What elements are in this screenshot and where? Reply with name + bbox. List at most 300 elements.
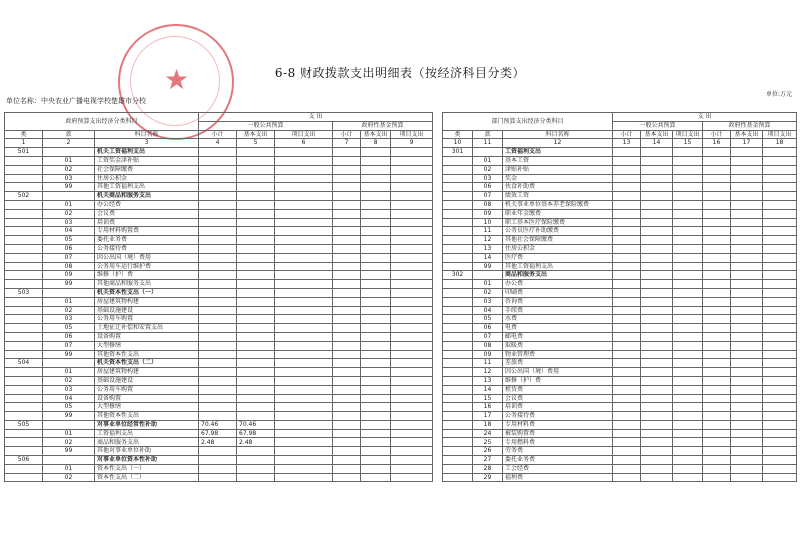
value-cell: [703, 350, 731, 359]
basic-value: [237, 403, 275, 412]
fund-project-value: [391, 412, 433, 421]
category-code: 503: [5, 288, 43, 297]
value-cell: [641, 447, 673, 456]
subtotal-value: [199, 218, 237, 227]
subtotal-value: [199, 350, 237, 359]
subject-name: 公务接待费: [503, 412, 613, 421]
value-cell: [763, 385, 797, 394]
value-cell: [673, 200, 703, 209]
category-code: [443, 192, 473, 201]
value-cell: [613, 271, 641, 280]
project-value: [275, 473, 333, 482]
subject-name: 住房公积金: [95, 174, 199, 183]
value-cell: [763, 368, 797, 377]
value-cell: [613, 473, 641, 482]
value-cell: [613, 438, 641, 447]
table-row: [443, 271, 797, 280]
subtotal-value: [199, 156, 237, 165]
basic-value: [237, 262, 275, 271]
value-cell: [763, 262, 797, 271]
item-code: 07: [473, 332, 503, 341]
value-cell: [763, 341, 797, 350]
subject-name: 工资奖金津补贴: [95, 156, 199, 165]
item-code: 28: [473, 464, 503, 473]
value-cell: [731, 447, 763, 456]
table-row: [5, 403, 433, 412]
subject-name: 办公经费: [95, 200, 199, 209]
value-cell: [731, 280, 763, 289]
table-row: [443, 165, 797, 174]
fund-subtotal-value: [333, 368, 361, 377]
value-cell: [731, 148, 763, 157]
category-code: [443, 332, 473, 341]
value-cell: [703, 341, 731, 350]
header-cat: 类: [443, 130, 473, 139]
category-code: [5, 447, 43, 456]
table-row: [443, 473, 797, 482]
subject-name: 取暖费: [503, 341, 613, 350]
category-code: [443, 253, 473, 262]
subject-name: 职业年金缴费: [503, 209, 613, 218]
item-code: 99: [43, 412, 95, 421]
value-cell: [641, 209, 673, 218]
category-code: [5, 376, 43, 385]
value-cell: [731, 464, 763, 473]
fund-subtotal-value: [333, 236, 361, 245]
value-cell: [641, 438, 673, 447]
subtotal-value: [199, 200, 237, 209]
project-value: [275, 429, 333, 438]
basic-value: [237, 280, 275, 289]
category-code: [5, 262, 43, 271]
item-code: 27: [473, 456, 503, 465]
table-row: [5, 376, 433, 385]
table-row: [5, 438, 433, 447]
value-cell: [731, 271, 763, 280]
basic-value: [237, 385, 275, 394]
value-cell: [763, 183, 797, 192]
project-value: [275, 148, 333, 157]
subject-name: 其他工资福利支出: [503, 262, 613, 271]
basic-value: [237, 288, 275, 297]
fund-subtotal-value: [333, 148, 361, 157]
fund-project-value: [391, 288, 433, 297]
value-cell: [641, 456, 673, 465]
value-cell: [641, 227, 673, 236]
table-row: [443, 306, 797, 315]
value-cell: [613, 192, 641, 201]
project-value: [275, 403, 333, 412]
value-cell: [703, 447, 731, 456]
header-basic: 基本支出: [731, 130, 763, 139]
fund-project-value: [391, 209, 433, 218]
item-code: 02: [43, 209, 95, 218]
value-cell: [763, 473, 797, 482]
value-cell: [641, 288, 673, 297]
item-code: [43, 192, 95, 201]
value-cell: [731, 297, 763, 306]
fund-basic-value: [361, 288, 391, 297]
item-code: 13: [473, 376, 503, 385]
table-row: [5, 332, 433, 341]
subject-name: 基本工资: [503, 156, 613, 165]
fund-basic-value: [361, 473, 391, 482]
table-row: [443, 262, 797, 271]
header-subject: 科目名称: [503, 130, 613, 139]
fund-subtotal-value: [333, 315, 361, 324]
project-value: [275, 359, 333, 368]
category-code: 302: [443, 271, 473, 280]
basic-value: 2.48: [237, 438, 275, 447]
value-cell: [763, 288, 797, 297]
value-cell: [731, 315, 763, 324]
category-code: [5, 280, 43, 289]
subject-name: 会议费: [95, 209, 199, 218]
subject-name: 因公出国（境）费用: [503, 368, 613, 377]
value-cell: [763, 209, 797, 218]
subject-name: 培训费: [503, 403, 613, 412]
value-cell: [613, 306, 641, 315]
project-value: [275, 227, 333, 236]
value-cell: [763, 218, 797, 227]
category-code: [5, 464, 43, 473]
fund-basic-value: [361, 183, 391, 192]
value-cell: [613, 359, 641, 368]
table-row: [5, 253, 433, 262]
subject-name: 其他工资福利支出: [95, 183, 199, 192]
value-cell: [641, 429, 673, 438]
value-cell: [703, 288, 731, 297]
category-code: [443, 376, 473, 385]
value-cell: [763, 464, 797, 473]
table-row: [443, 218, 797, 227]
subtotal-value: [199, 464, 237, 473]
table-row: [443, 200, 797, 209]
item-code: 17: [473, 412, 503, 421]
value-cell: [703, 271, 731, 280]
value-cell: [641, 183, 673, 192]
header-project: 项目支出: [673, 130, 703, 139]
table-row: [443, 156, 797, 165]
item-code: 07: [43, 253, 95, 262]
value-cell: [673, 350, 703, 359]
right-expenditure-table: [442, 112, 797, 482]
item-code: 14: [473, 385, 503, 394]
value-cell: [763, 200, 797, 209]
subject-name: 基础设施建设: [95, 376, 199, 385]
table-row: [443, 350, 797, 359]
value-cell: [613, 447, 641, 456]
fund-subtotal-value: [333, 271, 361, 280]
fund-basic-value: [361, 244, 391, 253]
fund-project-value: [391, 227, 433, 236]
table-row: [443, 315, 797, 324]
table-row: [5, 341, 433, 350]
fund-project-value: [391, 420, 433, 429]
subject-name: 设备购置: [95, 394, 199, 403]
fund-basic-value: [361, 271, 391, 280]
category-code: [5, 183, 43, 192]
value-cell: [703, 280, 731, 289]
column-number: 7: [333, 139, 361, 148]
value-cell: [613, 156, 641, 165]
subject-name: 印刷费: [503, 288, 613, 297]
value-cell: [703, 297, 731, 306]
fund-basic-value: [361, 429, 391, 438]
value-cell: [731, 359, 763, 368]
value-cell: [673, 174, 703, 183]
project-value: [275, 192, 333, 201]
value-cell: [703, 324, 731, 333]
subtotal-value: [199, 473, 237, 482]
value-cell: [703, 262, 731, 271]
subtotal-value: [199, 306, 237, 315]
value-cell: [703, 332, 731, 341]
item-code: 06: [43, 332, 95, 341]
value-cell: [673, 148, 703, 157]
fund-subtotal-value: [333, 350, 361, 359]
item-code: 05: [43, 236, 95, 245]
column-number: 17: [731, 139, 763, 148]
fund-project-value: [391, 385, 433, 394]
value-cell: [613, 341, 641, 350]
table-row: [443, 464, 797, 473]
category-code: [5, 429, 43, 438]
subject-name: 福利费: [503, 473, 613, 482]
header-expenditure-left: 支 出: [199, 113, 433, 122]
table-row: [443, 324, 797, 333]
basic-value: 67.98: [237, 429, 275, 438]
table-row: [443, 244, 797, 253]
fund-basic-value: [361, 156, 391, 165]
basic-value: [237, 253, 275, 262]
subtotal-value: [199, 412, 237, 421]
subtotal-value: [199, 271, 237, 280]
table-row: [5, 200, 433, 209]
subject-name: 其他对事业单位补助: [95, 447, 199, 456]
value-cell: [641, 218, 673, 227]
fund-project-value: [391, 262, 433, 271]
value-cell: [673, 297, 703, 306]
basic-value: [237, 456, 275, 465]
table-row: [443, 288, 797, 297]
column-number: 16: [703, 139, 731, 148]
subject-name: 邮电费: [503, 332, 613, 341]
subject-name: 公务用车运行维护费: [95, 262, 199, 271]
column-number: 10: [443, 139, 473, 148]
subtotal-value: [199, 244, 237, 253]
value-cell: [703, 165, 731, 174]
table-row: [443, 429, 797, 438]
value-cell: [641, 236, 673, 245]
fund-subtotal-value: [333, 218, 361, 227]
item-code: 02: [43, 438, 95, 447]
subtotal-value: 70.46: [199, 420, 237, 429]
subtotal-value: [199, 236, 237, 245]
fund-project-value: [391, 306, 433, 315]
item-code: 01: [43, 429, 95, 438]
table-row: [443, 368, 797, 377]
value-cell: [673, 447, 703, 456]
basic-value: [237, 200, 275, 209]
item-code: 99: [43, 350, 95, 359]
subject-name: 社会保障缴费: [95, 165, 199, 174]
subject-name: 工资福利支出: [503, 148, 613, 157]
subject-name: 职工基本医疗保险缴费: [503, 218, 613, 227]
subject-name: 奖金: [503, 174, 613, 183]
value-cell: [641, 403, 673, 412]
basic-value: [237, 227, 275, 236]
project-value: [275, 368, 333, 377]
value-cell: [613, 394, 641, 403]
column-number: 11: [473, 139, 503, 148]
value-cell: [613, 429, 641, 438]
fund-project-value: [391, 236, 433, 245]
table-row: [5, 156, 433, 165]
subtotal-value: [199, 297, 237, 306]
value-cell: [703, 315, 731, 324]
project-value: [275, 464, 333, 473]
value-cell: [673, 209, 703, 218]
fund-subtotal-value: [333, 429, 361, 438]
value-cell: [703, 192, 731, 201]
table-row: [443, 192, 797, 201]
subject-name: 公务员医疗补助缴费: [503, 227, 613, 236]
fund-basic-value: [361, 403, 391, 412]
item-code: 14: [473, 253, 503, 262]
fund-subtotal-value: [333, 244, 361, 253]
subtotal-value: [199, 288, 237, 297]
unit-name: 单位名称：中央农业广播电视学校楚雄市分校: [6, 97, 146, 105]
item-code: 08: [43, 262, 95, 271]
subject-name: 绩效工资: [503, 192, 613, 201]
value-cell: [731, 473, 763, 482]
fund-basic-value: [361, 174, 391, 183]
value-cell: [613, 324, 641, 333]
value-cell: [613, 412, 641, 421]
fund-project-value: [391, 429, 433, 438]
value-cell: [613, 288, 641, 297]
value-cell: [673, 183, 703, 192]
value-cell: [613, 315, 641, 324]
table-row: [443, 420, 797, 429]
table-row: [443, 403, 797, 412]
value-cell: [703, 420, 731, 429]
value-cell: [673, 324, 703, 333]
value-cell: [763, 148, 797, 157]
fund-basic-value: [361, 306, 391, 315]
item-code: [43, 148, 95, 157]
value-cell: [731, 288, 763, 297]
basic-value: [237, 174, 275, 183]
subject-name: 房屋建筑物构建: [95, 368, 199, 377]
value-cell: [731, 236, 763, 245]
fund-subtotal-value: [333, 403, 361, 412]
value-cell: [673, 156, 703, 165]
item-code: [473, 148, 503, 157]
fund-subtotal-value: [333, 209, 361, 218]
value-cell: [731, 156, 763, 165]
table-row: [5, 359, 433, 368]
value-cell: [673, 218, 703, 227]
fund-basic-value: [361, 385, 391, 394]
category-code: [5, 209, 43, 218]
subtotal-value: [199, 253, 237, 262]
fund-subtotal-value: [333, 412, 361, 421]
category-code: [443, 341, 473, 350]
subtotal-value: [199, 227, 237, 236]
fund-subtotal-value: [333, 447, 361, 456]
subtotal-value: [199, 315, 237, 324]
subject-name: 专用材料购置费: [95, 227, 199, 236]
column-number: 4: [199, 139, 237, 148]
project-value: [275, 218, 333, 227]
fund-subtotal-value: [333, 438, 361, 447]
value-cell: [641, 148, 673, 157]
item-code: 09: [43, 271, 95, 280]
value-cell: [641, 420, 673, 429]
item-code: [43, 456, 95, 465]
value-cell: [731, 218, 763, 227]
category-code: [5, 244, 43, 253]
value-cell: [731, 262, 763, 271]
table-row: [443, 183, 797, 192]
value-cell: [673, 429, 703, 438]
value-cell: [641, 174, 673, 183]
fund-subtotal-value: [333, 306, 361, 315]
item-code: 99: [473, 262, 503, 271]
subject-name: 租赁费: [503, 385, 613, 394]
item-code: 04: [43, 227, 95, 236]
category-code: [443, 429, 473, 438]
project-value: [275, 456, 333, 465]
table-row: [443, 227, 797, 236]
value-cell: [731, 456, 763, 465]
basic-value: [237, 359, 275, 368]
fund-subtotal-value: [333, 464, 361, 473]
subtotal-value: [199, 359, 237, 368]
value-cell: [641, 376, 673, 385]
value-cell: [731, 332, 763, 341]
fund-project-value: [391, 183, 433, 192]
category-code: [5, 394, 43, 403]
subject-name: 被装购置费: [503, 429, 613, 438]
value-cell: [703, 464, 731, 473]
header-project: 项目支出: [763, 130, 797, 139]
header-basic: 基本支出: [361, 130, 391, 139]
value-cell: [703, 385, 731, 394]
item-code: [43, 288, 95, 297]
value-cell: [763, 156, 797, 165]
value-cell: [673, 306, 703, 315]
category-code: [443, 464, 473, 473]
category-code: [5, 218, 43, 227]
value-cell: [703, 227, 731, 236]
value-cell: [731, 376, 763, 385]
fund-project-value: [391, 280, 433, 289]
table-row: [5, 280, 433, 289]
table-row: [5, 306, 433, 315]
value-cell: [641, 271, 673, 280]
table-row: [5, 262, 433, 271]
value-cell: [613, 209, 641, 218]
category-code: [443, 227, 473, 236]
item-code: 29: [473, 473, 503, 482]
value-cell: [703, 403, 731, 412]
subject-name: 对事业单位资本性补助: [95, 456, 199, 465]
project-value: [275, 412, 333, 421]
value-cell: [613, 262, 641, 271]
